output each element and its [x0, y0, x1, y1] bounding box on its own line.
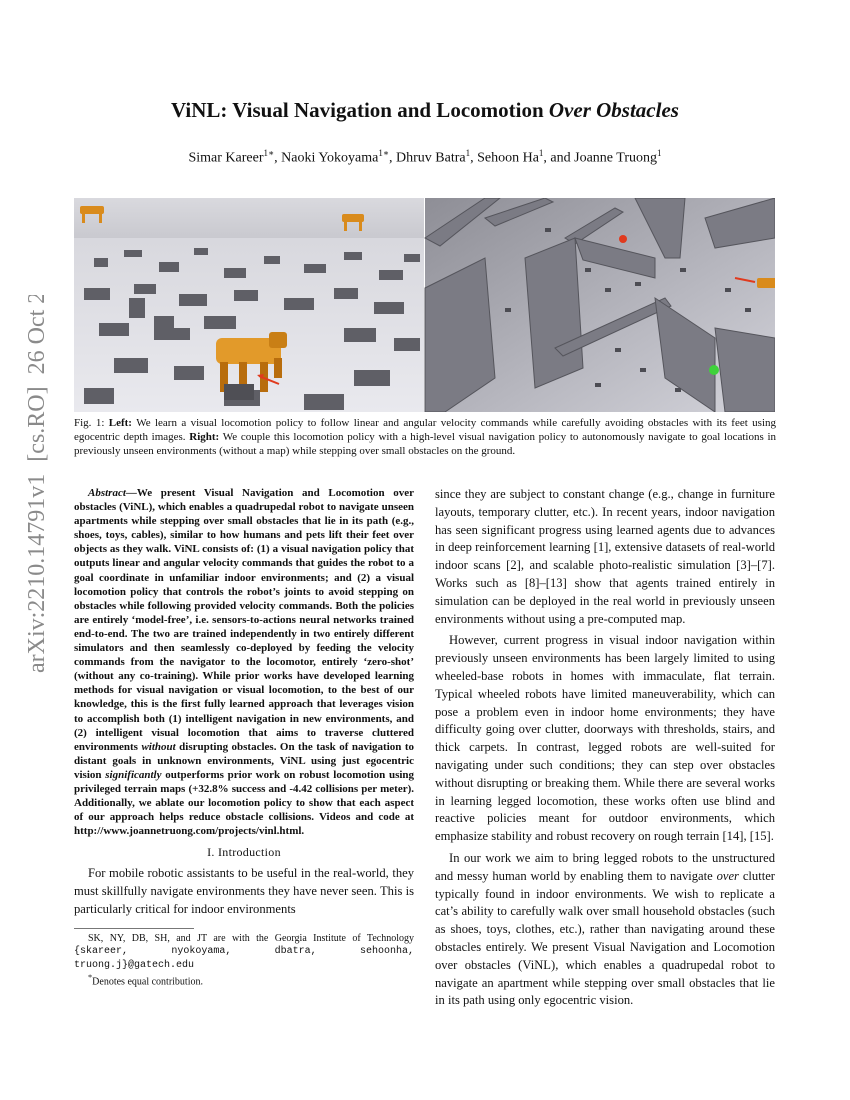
- abstract-italic: significantly: [105, 768, 162, 781]
- left-column: [74, 486, 414, 989]
- author-name: Naoki Yokoyama: [281, 150, 379, 166]
- author-name: Simar Kareer: [188, 150, 264, 166]
- abstract-italic: without: [141, 740, 176, 753]
- footnote-affiliation: [74, 933, 414, 973]
- caption-left-label: Left:: [108, 417, 132, 429]
- author-and: and: [550, 150, 571, 166]
- author-sup: 1: [657, 148, 662, 158]
- figure-right-panel: [425, 198, 775, 412]
- author-name: Dhruv Batra: [396, 150, 466, 166]
- footnote-emails: {skareer, nyokoyama, dbatra, sehoonha, truong.j}@gatech.edu: [74, 946, 414, 971]
- abstract-text: disrupting obstacles. On the task of navigation to distant goals in unknown environments, ViNL using just egocentric vision: [74, 740, 414, 781]
- right-column: [435, 486, 775, 1010]
- footnote-divider: [74, 928, 194, 929]
- footnote-affil-text: SK, NY, DB, SH, and JT are with the Georgia Institute of Technology: [88, 932, 414, 944]
- abstract-text: We present Visual Navigation and Locomotion over obstacles (ViNL), which enables a quadrupedal robot to navigate unseen apartments while stepping over small obstacles that lie in its path (e.g., shoes, toys, cables), similar to how humans and pets lift their feet over objects as they walk. ViNL consists of: (1) a visual navigation policy that outputs linear and angular velocity commands that guides the robot to a goal coordinate in unfamiliar indoor environments; and (2) a visual locomotion policy that controls the robot’s joints to avoid stepping on obstacles while following provided velocity commands. Both the policies are entirely ‘model-free’, i.e. sensors-to-actions neural networks trained end-to-end. The two are trained independently in two entirely different simulators and then seamlessly co-deployed by feeding the velocity commands from the navigator to the locomotor, entirely ‘zero-shot’ (without any co-training). While prior works have developed learning methods for visual navigation or visual locomotion, to the best of our knowledge, this is the first fully learned approach that leverages vision to accomplish both (1) intelligent navigation in new environments, and (2) intelligent visual locomotion that aims to traverse cluttered environments: [74, 487, 414, 753]
- body-paragraph: since they are subject to constant change (e.g., change in furniture layouts, temporary clutter, etc.). In recent years, indoor navigation has seen significant progress using learned agents due to advances in deep reinforcement learning [1], extensive datasets of real-world indoor scans [2], and scalable photo-realistic simulation [3]–[7]. Works such as [8]–[13] show that agents trained entirely in simulation can be deployed in the real world in previously unseen environments without using a pre-computed map.: [435, 487, 775, 626]
- footnote-sup: *: [88, 973, 93, 983]
- footnote-equal: [74, 972, 414, 989]
- figure-1: [74, 198, 775, 412]
- start-marker-icon: [619, 235, 627, 243]
- author-sup: 1∗: [378, 148, 389, 158]
- caption-left-text: We learn a visual locomotion policy to follow linear and angular velocity commands while carefully avoiding obstacles with its feet using egocentric depth images.: [74, 417, 776, 443]
- author-list: Simar Kareer$^{1∗}$, Naoki Yokoyama$^{1∗}$, Dhruv Batra$^1$, Sehoon Ha$^1$, and Joanne Truong$^1$: [188, 148, 662, 166]
- paper-title: [0, 98, 850, 123]
- abstract-text: outperforms prior work on robust locomotion using privileged terrain maps (+32.8% success and -4.42 collisions per meter). Additionally, we ablate our locomotion policy to show that each aspect of our approach helps reduce obstacle collisions. Videos and code at http://www.joannetruong.com/projects/vinl.html.: [74, 768, 415, 838]
- intro-paragraph: For mobile robotic assistants to be useful in the real-world, they must skillfully navigate environments they have never seen. This is particularly critical for indoor environments: [74, 866, 414, 916]
- body-text: In our work we aim to bring legged robots to the unstructured and messy human world by enabling them to navigate: [435, 850, 775, 883]
- title-main: ViNL: Visual Navigation and Locomotion: [171, 98, 544, 122]
- title-italic: Over Obstacles: [548, 98, 679, 122]
- caption-label: Fig. 1:: [74, 417, 105, 429]
- author-sup: 1∗: [263, 148, 275, 158]
- goal-marker-icon: [709, 365, 719, 375]
- body-italic: over: [716, 868, 739, 883]
- footnote-equal-text: Denotes equal contribution.: [92, 976, 203, 988]
- caption-right-text: We couple this locomotion policy with a high-level visual navigation policy to autonomously navigate to goal locations in previously unseen environments (without a map) while stepping over small obstacles on the ground.: [74, 431, 776, 457]
- section-heading: I. Introduction: [207, 845, 281, 860]
- author-name: Sehoon Ha: [477, 150, 539, 166]
- figure-left-panel: [74, 198, 424, 412]
- author-sup: 1: [465, 148, 471, 158]
- author-sup: 1: [538, 148, 544, 158]
- arxiv-stamp: [14, 295, 54, 675]
- author-name: Joanne Truong: [574, 150, 657, 166]
- body-paragraph: However, current progress in visual indoor navigation within previously unseen environments has been largely limited to using wheeled-base robots in homes with immaculate, flat terrain. Typical wheeled robots have limited maneuverability, which can pose a problem even in indoor home environments; they have difficulty going over clutter, doorways with thresholds, stairs, and thick carpets. In contrast, legged robots are well-suited for navigating under such conditions; they can step over obstacles without disrupting or breaking them. While there are several works in learning legged locomotion, these works often use blind and reactive policies meant for outdoor environments, which emphasize stability and robust recovery on rough terrain [14], [15].: [435, 633, 775, 844]
- figure-caption: [74, 416, 776, 458]
- body-paragraph: [435, 850, 775, 1010]
- arxiv-stamp-text: arXiv:2210.14791v1 [cs.RO] 26 Oct 2022: [24, 295, 50, 673]
- body-text: clutter typically found in indoor environments. We wish to replicate a cat’s ability to carefully walk over small household obstacles (such as shoes, toys, clothes, etc.), rather than navigating around these obstacles entirely. We present Visual Navigation and Locomotion over obstacles (ViNL), which enables a quadrupedal robot to navigate an apartment while stepping over small obstacles that lie in its path using only egocentric vision.: [435, 868, 775, 1008]
- abstract-heading: Abstract—: [88, 487, 137, 499]
- abstract: [74, 486, 414, 838]
- caption-right-label: Right:: [189, 431, 220, 443]
